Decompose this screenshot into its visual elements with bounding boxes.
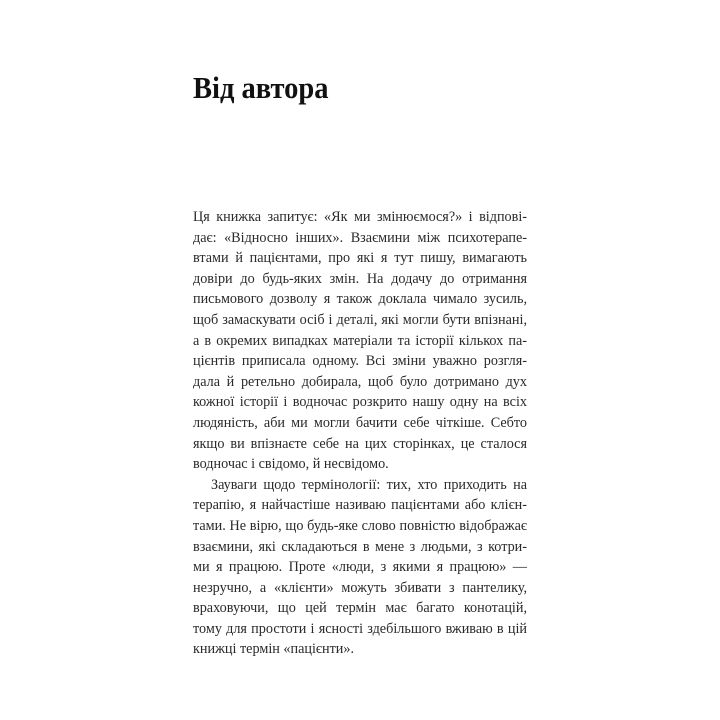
chapter-title: Від автора <box>193 70 329 105</box>
text-line: взаємини, які складаються в мене з людьми, з котри- <box>193 538 527 555</box>
paragraph-2 <box>193 475 527 660</box>
text-line: дає: «Відносно інших». Взаємини між психотерапе- <box>193 229 527 246</box>
text-line: втами й пацієнтами, про які я тут пишу, вимагають <box>193 250 527 267</box>
text-line: людяність, аби ми могли бачити себе чіткіше. Себто <box>193 414 527 431</box>
text-line: письмового дозволу я також доклала чимало зусиль, <box>193 291 527 308</box>
text-line: щоб замаскувати осіб і деталі, які могли бути впізнані, <box>193 311 527 328</box>
text-line: Зауваги щодо термінології: тих, хто приходить на <box>211 476 527 493</box>
text-line: а в окремих випадках матеріали та історії кількох па- <box>193 332 527 349</box>
text-line: кожної історії і водночас розкрито нашу одну на всіх <box>193 394 527 411</box>
text-line: враховуючи, що цей термін має багато конотацій, <box>193 600 527 617</box>
text-line: книжці термін «пацієнти». <box>193 641 355 658</box>
text-line: тами. Не вірю, що будь-яке слово повністю відображає <box>193 517 527 534</box>
text-line: водночас і свідомо, й несвідомо. <box>193 456 389 473</box>
text-line: дала й ретельно добирала, щоб було дотримано дух <box>193 373 527 390</box>
paragraph-1 <box>193 207 527 475</box>
text-line: якщо ви впізнаєте себе на цих сторінках, це сталося <box>193 435 527 452</box>
text-line: ми я працюю. Проте «люди, з якими я працюю» — <box>193 559 527 576</box>
text-line: терапію, я найчастіше називаю пацієнтами або клієн- <box>193 497 527 514</box>
text-line: довіри до будь-яких змін. На додачу до отримання <box>193 270 527 287</box>
text-line: незручно, а «клієнти» можуть збивати з пантелику, <box>193 579 527 596</box>
text-line: тому для простоти і ясності здебільшого вживаю в цій <box>193 620 527 637</box>
text-line: цієнтів приписала одному. Всі зміни уважно розгля- <box>193 353 527 370</box>
chapter-body <box>193 207 527 660</box>
text-line: Ця книжка запитує: «Як ми змінюємося?» і відпові- <box>193 209 527 225</box>
